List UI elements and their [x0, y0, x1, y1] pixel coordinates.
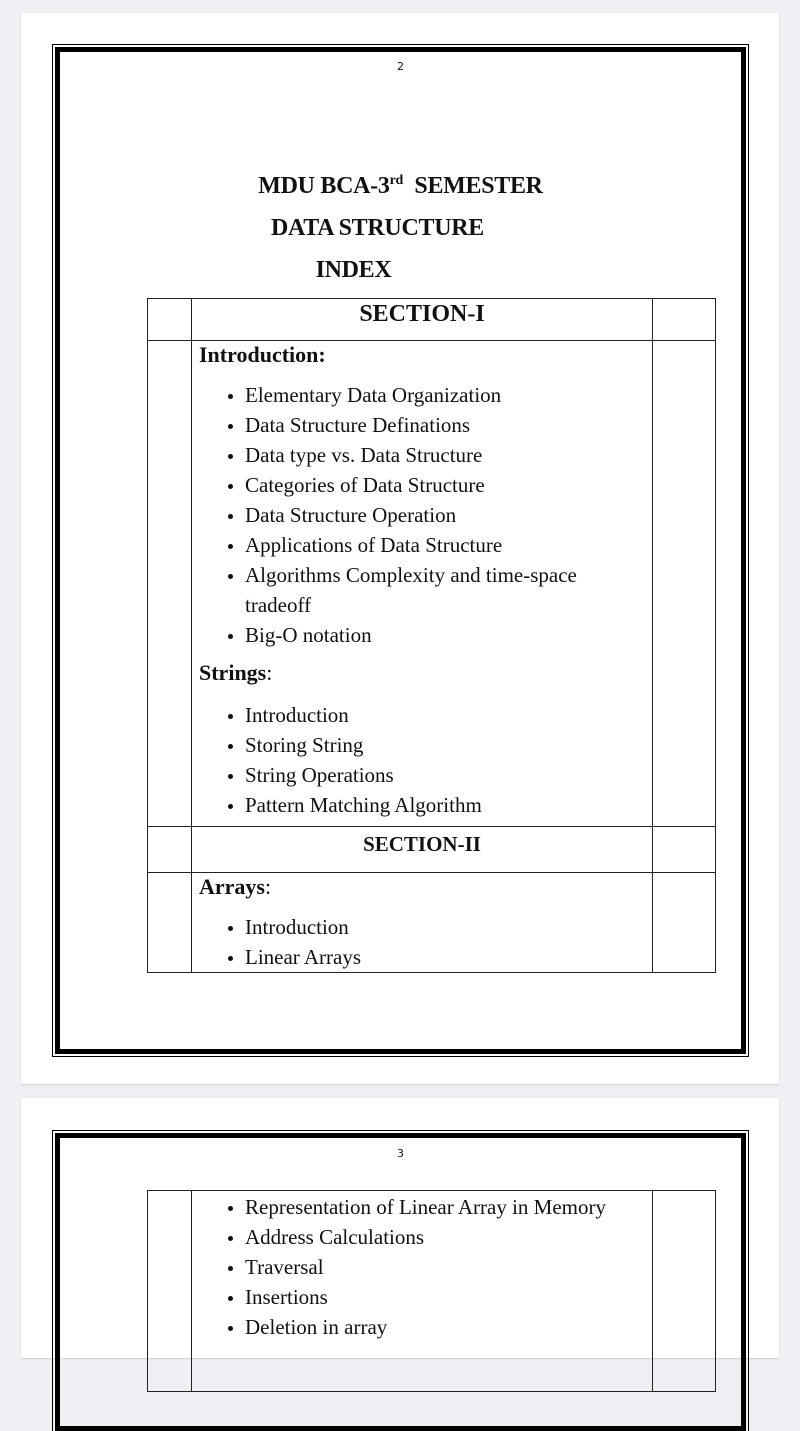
group-title-text: Strings: [199, 660, 267, 685]
group-title: [192, 658, 652, 688]
group-title-colon: :: [266, 660, 273, 685]
list-item: • Pattern Matching Algorithm: [245, 790, 652, 820]
document-page-3: [21, 1098, 779, 1358]
list-item: • Big-O notation: [245, 620, 652, 650]
list-item: • Traversal: [245, 1252, 652, 1282]
list-item: • Deletion in array: [245, 1312, 652, 1342]
list-item: • Address Calculations: [245, 1222, 652, 1252]
content-row: [148, 341, 716, 827]
list-item: • Data type vs. Data Structure: [245, 440, 652, 470]
title-suffix: SEMESTER: [414, 173, 543, 199]
topic-list: [192, 380, 652, 650]
topic-list: [192, 700, 652, 820]
topic-list: [192, 1192, 652, 1342]
section-row: [148, 827, 716, 873]
document-title-line1: [55, 173, 746, 200]
list-item: • Algorithms Complexity and time-space tradeoff: [245, 560, 652, 620]
list-item: • Introduction: [245, 912, 652, 942]
group-title-colon: :: [264, 874, 272, 899]
group-title-text: Arrays: [199, 874, 265, 899]
group-title: [192, 873, 652, 901]
list-item: • Applications of Data Structure: [245, 530, 652, 560]
content-row: [148, 1191, 716, 1392]
list-item: • Elementary Data Organization: [245, 380, 652, 410]
section-heading: SECTION-II: [192, 827, 653, 873]
group-title: Introduction:: [199, 342, 326, 367]
topic-list: [192, 912, 652, 972]
list-item: • Introduction: [245, 700, 652, 730]
index-table: [147, 298, 716, 973]
list-item: • Data Structure Definations: [245, 410, 652, 440]
list-item: • Data Structure Operation: [245, 500, 652, 530]
title-superscript: rd: [389, 173, 403, 188]
page-border: [54, 1130, 733, 1431]
list-item: • Representation of Linear Array in Memory: [245, 1192, 652, 1222]
index-table: [147, 1190, 716, 1392]
page-border: [54, 44, 733, 1054]
section-heading: SECTION-I: [192, 299, 653, 341]
section-row: [148, 299, 716, 341]
page-number: 3: [397, 1147, 404, 1160]
title-prefix: MDU BCA-3: [258, 173, 390, 199]
index-heading: INDEX: [315, 257, 392, 283]
list-item: • Storing String: [245, 730, 652, 760]
content-row: [148, 873, 716, 973]
document-page-2: [21, 13, 779, 1084]
list-item: • Categories of Data Structure: [245, 470, 652, 500]
list-item: • Insertions: [245, 1282, 652, 1312]
list-item: • String Operations: [245, 760, 652, 790]
document-subject: DATA STRUCTURE: [271, 215, 484, 241]
page-number: 2: [397, 60, 404, 73]
list-item: • Linear Arrays: [245, 942, 652, 972]
